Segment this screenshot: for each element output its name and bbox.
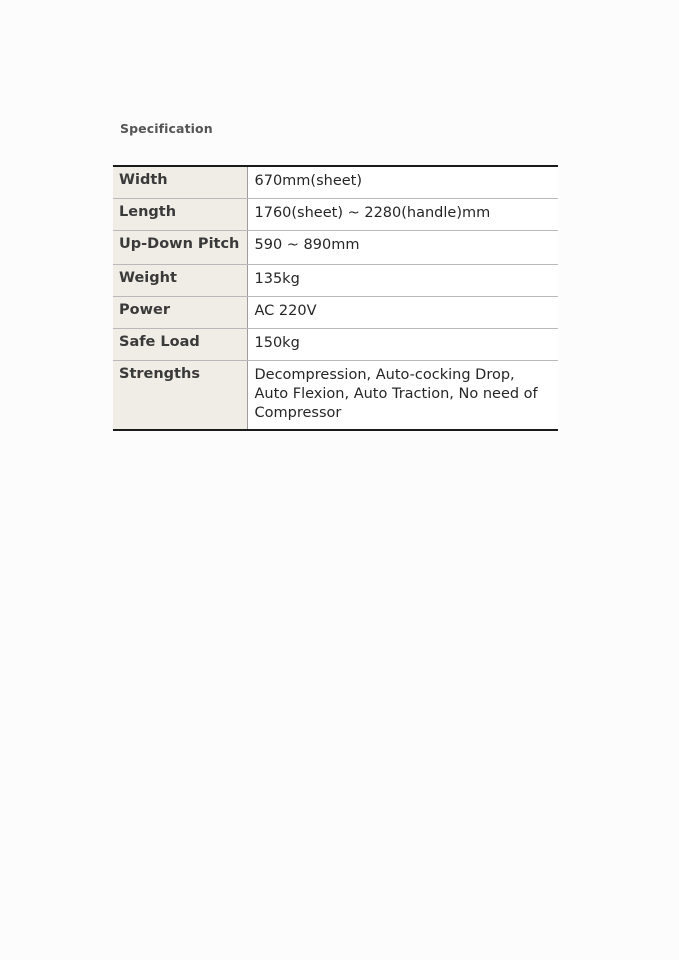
spec-label-length: Length	[113, 198, 247, 230]
table-row	[113, 328, 558, 360]
spec-label-strengths: Strengths	[113, 360, 247, 430]
spec-label-safe-load: Safe Load	[113, 328, 247, 360]
spec-value-width: 670mm(sheet)	[247, 166, 558, 198]
table-row	[113, 198, 558, 230]
spec-label-width: Width	[113, 166, 247, 198]
table-row	[113, 264, 558, 296]
spec-value-weight: 135kg	[247, 264, 558, 296]
spec-label-up-down-pitch: Up-Down Pitch	[113, 230, 247, 264]
table-row	[113, 360, 558, 430]
spec-value-length: 1760(sheet) ~ 2280(handle)mm	[247, 198, 558, 230]
table-row	[113, 166, 558, 198]
table-row	[113, 296, 558, 328]
specification-table	[113, 165, 558, 431]
spec-value-safe-load: 150kg	[247, 328, 558, 360]
spec-label-power: Power	[113, 296, 247, 328]
section-title: Specification	[120, 121, 213, 136]
spec-value-up-down-pitch: 590 ~ 890mm	[247, 230, 558, 264]
table-row	[113, 230, 558, 264]
spec-value-strengths: Decompression, Auto-cocking Drop, Auto Flexion, Auto Traction, No need of Compressor	[247, 360, 558, 430]
spec-label-weight: Weight	[113, 264, 247, 296]
spec-value-power: AC 220V	[247, 296, 558, 328]
